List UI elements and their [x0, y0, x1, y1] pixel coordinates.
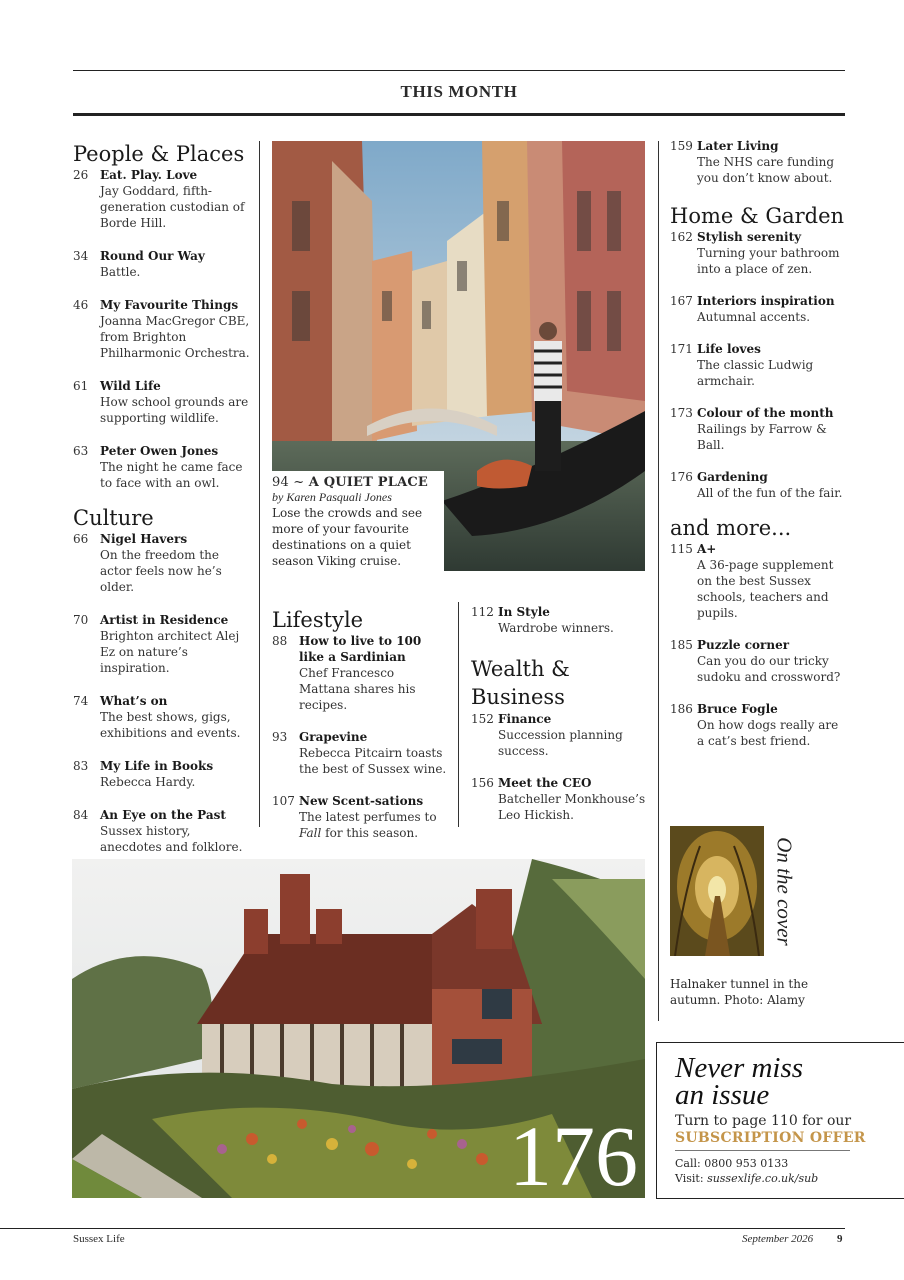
feature-title-text: A QUIET PLACE [308, 475, 429, 490]
wealth-heading [471, 655, 646, 711]
item-description: The night he came face to face with an owl. [100, 460, 243, 490]
more-heading: and more... [670, 516, 792, 540]
lifestyle-column [272, 607, 447, 841]
page-number: 167 [670, 294, 693, 308]
list-item[interactable] [471, 604, 646, 636]
page-number: 171 [670, 342, 693, 356]
people-places-list [73, 167, 251, 491]
page-number: 83 [73, 759, 89, 773]
desc-emphasis: Fall [299, 826, 322, 840]
lifestyle-heading: Lifestyle [272, 608, 364, 632]
item-title: Life loves [697, 342, 761, 356]
cover-caption: Halnaker tunnel in the autumn. Photo: Alamy [670, 977, 809, 1007]
list-item[interactable] [670, 138, 845, 186]
item-title: Meet the CEO [498, 776, 592, 790]
page-number: 156 [471, 776, 494, 790]
home-garden-heading: Home & Garden [670, 204, 845, 228]
item-description: Turning your bathroom into a place of zen. [697, 246, 840, 276]
page-number: 115 [670, 542, 693, 556]
item-description: Wardrobe winners. [498, 621, 614, 635]
list-item[interactable] [670, 541, 845, 621]
item-description: The best shows, gigs, exhibitions and events. [100, 710, 241, 740]
list-item[interactable] [73, 297, 251, 361]
item-description: Railings by Farrow & Ball. [697, 422, 827, 452]
page-number: 63 [73, 444, 89, 458]
page-number: 159 [670, 139, 693, 153]
list-item[interactable] [272, 633, 447, 713]
item-description: Chef Francesco Mattana shares his recipes. [299, 666, 416, 712]
list-item[interactable] [73, 531, 251, 595]
item-title: An Eye on the Past [100, 808, 226, 822]
column-divider [458, 602, 459, 827]
subscribe-call: Call: 0800 953 0133 [675, 1157, 789, 1170]
list-item[interactable] [670, 469, 845, 501]
desc-part: for this season. [321, 826, 419, 840]
desc-part: The latest perfumes to [299, 810, 437, 824]
item-description: Joanna MacGregor CBE, from Brighton Philharmonic Orchestra. [100, 314, 250, 360]
left-column [73, 141, 251, 855]
page-number: 66 [73, 532, 89, 546]
page-number: 93 [272, 730, 288, 744]
cover-label: On the cover [772, 836, 797, 946]
item-description: The NHS care funding you don’t know about. [697, 155, 835, 185]
people-places-heading: People & Places [73, 142, 245, 166]
wealth-list [471, 711, 646, 823]
subscribe-box[interactable] [656, 1042, 904, 1199]
subscribe-heading-line2: an issue [675, 1079, 770, 1111]
item-title: Interiors inspiration [697, 294, 835, 308]
item-title: Wild Life [100, 379, 161, 393]
subscribe-line: Turn to page 110 for our [675, 1113, 852, 1129]
page-number: 112 [471, 605, 494, 619]
item-title: Eat. Play. Love [100, 168, 198, 182]
list-item[interactable] [272, 729, 447, 777]
house-page-number: 176 [509, 1108, 638, 1204]
item-description: Batcheller Monkhouse’s Leo Hickish. [498, 792, 646, 822]
item-title: Puzzle corner [697, 638, 790, 652]
top-rule [73, 70, 845, 71]
home-garden-list [670, 229, 845, 501]
masthead-rule [73, 113, 845, 116]
page-number: 61 [73, 379, 89, 393]
feature-caption [272, 471, 444, 579]
item-title: Nigel Havers [100, 532, 188, 546]
subscribe-divider [675, 1150, 850, 1151]
item-title: My Favourite Things [100, 298, 239, 312]
list-item[interactable] [670, 637, 845, 685]
culture-list [73, 531, 251, 855]
list-item[interactable] [670, 293, 845, 325]
item-description: Rebecca Hardy. [100, 775, 196, 789]
item-description: The classic Ludwig armchair. [697, 358, 814, 388]
more-list [670, 541, 845, 749]
footer-rule [0, 1228, 845, 1229]
column-divider [658, 141, 659, 1021]
item-title: Round Our Way [100, 249, 205, 263]
item-title: Finance [498, 712, 552, 726]
list-item[interactable] [272, 793, 447, 841]
item-title: Artist in Residence [100, 613, 229, 627]
item-title: Grapevine [299, 730, 368, 744]
item-description: All of the fun of the fair. [697, 486, 843, 500]
item-description: Succession planning success. [498, 728, 623, 758]
item-description: On the freedom the actor feels now he’s older. [100, 548, 222, 594]
page-number: 70 [73, 613, 89, 627]
cover-label-wrap [764, 826, 804, 956]
item-title: How to live to 100 like a Sardinian [299, 634, 422, 664]
item-title: My Life in Books [100, 759, 214, 773]
item-title: What’s on [100, 694, 168, 708]
footer-magazine-name: Sussex Life [73, 1233, 125, 1245]
list-item[interactable] [670, 701, 845, 749]
page-number: 176 [670, 470, 693, 484]
item-description: Rebecca Pitcairn toasts the best of Sussex wine. [299, 746, 447, 776]
page-number: 173 [670, 406, 693, 420]
feature-byline: by Karen Pasquali Jones [272, 490, 392, 504]
lifestyle-list [272, 633, 447, 841]
item-title: In Style [498, 605, 550, 619]
list-item[interactable] [73, 378, 251, 426]
item-description [299, 809, 447, 841]
subscribe-heading-line1: Never miss [675, 1052, 804, 1084]
cover-photo [670, 826, 764, 956]
wealth-heading-line1: Wealth & [471, 657, 570, 681]
item-description: Jay Goddard, fifth-generation custodian of Borde Hill. [100, 184, 245, 230]
list-item[interactable] [73, 612, 251, 676]
list-item[interactable] [670, 341, 845, 389]
page-number: 186 [670, 702, 693, 716]
item-title: Stylish serenity [697, 230, 802, 244]
page-number: 152 [471, 712, 494, 726]
right-column [670, 138, 845, 749]
wealth-column [471, 604, 646, 823]
visit-label: Visit: [675, 1172, 708, 1185]
page-number: 162 [670, 230, 693, 244]
item-title: New Scent-sations [299, 794, 424, 808]
page-number: 185 [670, 638, 693, 652]
subscribe-heading [675, 1052, 904, 1111]
list-item[interactable] [471, 775, 646, 823]
subscribe-visit [675, 1171, 904, 1186]
page-number: 107 [272, 794, 295, 808]
list-item[interactable] [73, 693, 251, 741]
page-number: 34 [73, 249, 89, 263]
visit-link[interactable]: sussexlife.co.uk/sub [707, 1172, 819, 1185]
culture-heading: Culture [73, 506, 154, 530]
feature-description: Lose the crowds and see more of your favourite destinations on a quiet season Viking cruise. [272, 506, 423, 568]
item-description: Can you do our tricky sudoku and crossword? [697, 654, 841, 684]
subscription-offer[interactable]: SUBSCRIPTION OFFER [675, 1130, 866, 1146]
item-description: Battle. [100, 265, 141, 279]
item-title: Peter Owen Jones [100, 444, 219, 458]
footer-page-number: 9 [837, 1233, 843, 1245]
wealth-heading-line2: Business [471, 685, 565, 709]
list-item[interactable] [73, 443, 251, 491]
page-number: 88 [272, 634, 288, 648]
page-number: 26 [73, 168, 89, 182]
list-item[interactable] [73, 167, 251, 231]
list-item[interactable] [471, 711, 646, 759]
feature-title[interactable] [272, 475, 444, 490]
list-item[interactable] [73, 758, 251, 790]
item-title: Later Living [697, 139, 779, 153]
item-description: Brighton architect Alej Ez on nature’s inspiration. [100, 629, 240, 675]
list-item[interactable] [670, 405, 845, 453]
feature-page-number: 94 ~ [272, 475, 309, 490]
item-description: How school grounds are supporting wildlife. [100, 395, 249, 425]
item-description: A 36-page supplement on the best Sussex schools, teachers and pupils. [697, 558, 834, 620]
list-item[interactable] [73, 807, 251, 855]
item-title: A+ [697, 542, 717, 556]
footer-date: September 2026 [742, 1233, 814, 1245]
list-item[interactable] [670, 229, 845, 277]
item-description: On how dogs really are a cat’s best friend. [697, 718, 839, 748]
page-number: 84 [73, 808, 89, 822]
item-title: Colour of the month [697, 406, 834, 420]
item-title: Bruce Fogle [697, 702, 778, 716]
item-title: Gardening [697, 470, 768, 484]
item-description: Sussex history, anecdotes and folklore. [100, 824, 243, 854]
page-number: 74 [73, 694, 89, 708]
section-masthead: THIS MONTH [400, 82, 518, 101]
page-number: 46 [73, 298, 89, 312]
item-description: Autumnal accents. [697, 310, 811, 324]
column-divider [259, 141, 260, 827]
list-item[interactable] [73, 248, 251, 280]
